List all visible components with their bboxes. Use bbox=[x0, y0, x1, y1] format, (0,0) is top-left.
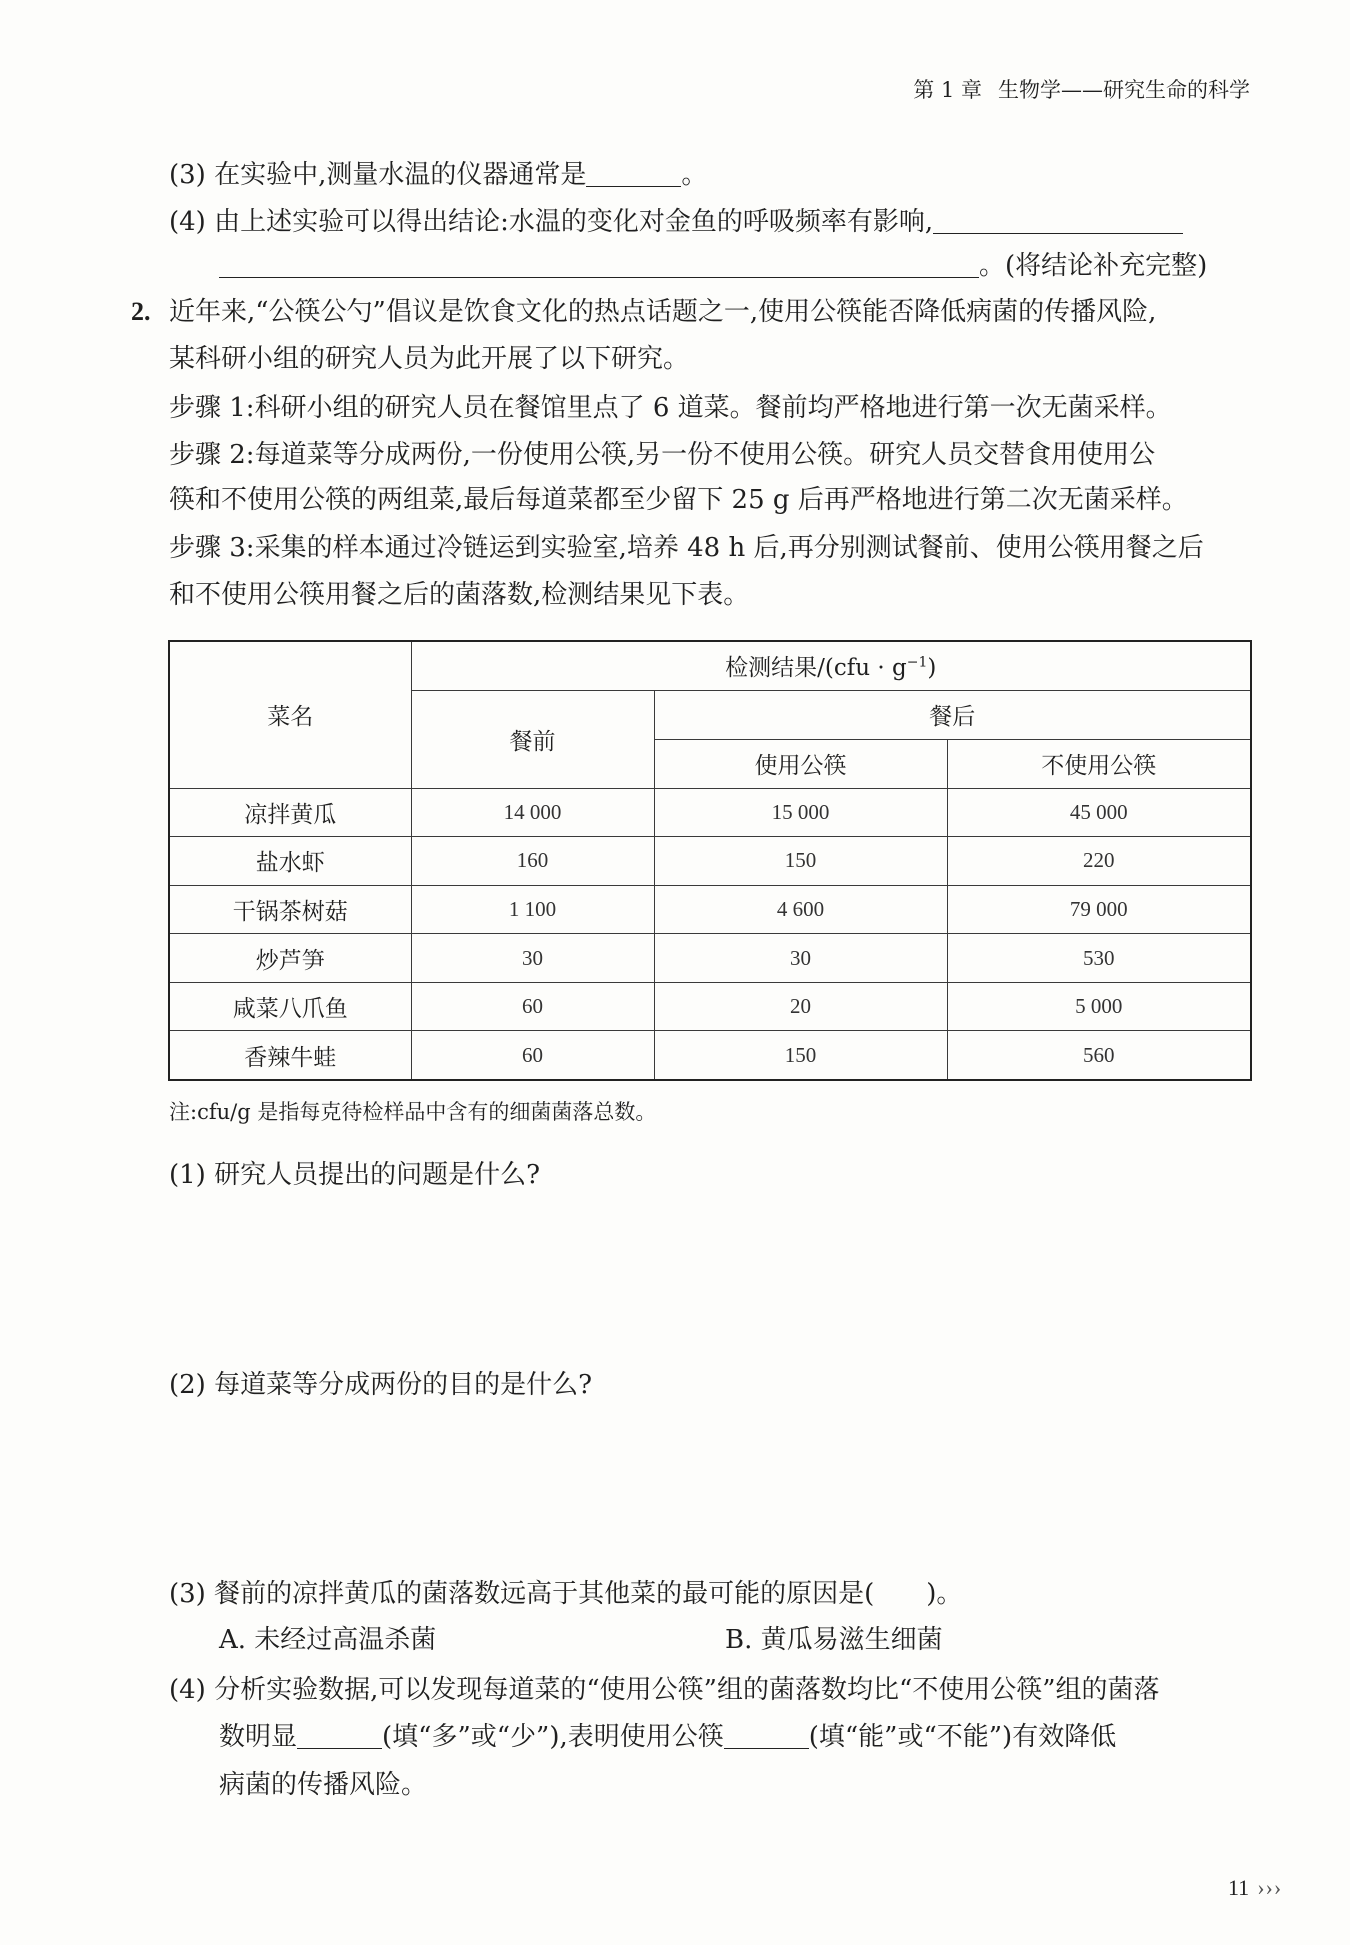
prev-question-part4-continued bbox=[219, 248, 1207, 284]
table-row bbox=[169, 788, 1251, 837]
cell-without-serving-chopsticks: 530 bbox=[947, 934, 1251, 983]
cell-without-serving-chopsticks: 560 bbox=[947, 1031, 1251, 1080]
table-row bbox=[169, 982, 1251, 1031]
header-without-serving-chopsticks: 不使用公筷 bbox=[947, 739, 1251, 788]
cell-without-serving-chopsticks: 79 000 bbox=[947, 885, 1251, 934]
table-header bbox=[169, 641, 1251, 788]
header-after-meal: 餐后 bbox=[654, 690, 1251, 739]
step-line-1: 步骤 1:科研小组的研究人员在餐馆里点了 6 道菜。餐前均严格地进行第一次无菌采样。 bbox=[169, 393, 1172, 423]
prev-part4-line1: (4) 由上述实验可以得出结论:水温的变化对金鱼的呼吸频率有影响, bbox=[169, 207, 934, 237]
chapter-number: 第 1 章 bbox=[913, 78, 982, 102]
cell-with-serving-chopsticks: 150 bbox=[654, 837, 947, 886]
question-number: 2. bbox=[131, 297, 151, 326]
prev-part3-text: (3) 在实验中,测量水温的仪器通常是 bbox=[169, 160, 587, 190]
step-line-4: 步骤 3:采集的样本通过冷链运到实验室,培养 48 h 后,再分别测试餐前、使用公筷用餐之后 bbox=[169, 533, 1204, 563]
results-table bbox=[168, 640, 1252, 1081]
cell-with-serving-chopsticks: 15 000 bbox=[654, 788, 947, 837]
answer-blank bbox=[297, 1748, 382, 1749]
table-row bbox=[169, 837, 1251, 886]
cell-without-serving-chopsticks: 45 000 bbox=[947, 788, 1251, 837]
cell-before-meal: 14 000 bbox=[411, 788, 654, 837]
header-test-result-close: ) bbox=[927, 655, 937, 682]
cell-before-meal: 60 bbox=[411, 1031, 654, 1080]
chevron-right-icon: ››› bbox=[1257, 1875, 1283, 1900]
page-footer bbox=[1228, 1872, 1282, 1904]
sub-question-2: (2) 每道菜等分成两份的目的是什么? bbox=[169, 1370, 593, 1400]
question2-intro-line-2: 某科研小组的研究人员为此开展了以下研究。 bbox=[169, 344, 690, 374]
sub-question-4-line-1: (4) 分析实验数据,可以发现每道菜的“使用公筷”组的菌落数均比“不使用公筷”组的菌落 bbox=[169, 1675, 1160, 1705]
cell-before-meal: 60 bbox=[411, 982, 654, 1031]
cell-dish-name: 香辣牛蛙 bbox=[169, 1031, 411, 1080]
prev-part4-line2-end: 。(将结论补充完整) bbox=[979, 251, 1208, 281]
header-dish-name: 菜名 bbox=[169, 641, 411, 788]
cell-dish-name: 咸菜八爪鱼 bbox=[169, 982, 411, 1031]
table-row bbox=[169, 885, 1251, 934]
option-a: A. 未经过高温杀菌 bbox=[219, 1625, 437, 1655]
sub-question-4-line-3: 病菌的传播风险。 bbox=[219, 1770, 428, 1800]
step-line-3: 筷和不使用公筷的两组菜,最后每道菜都至少留下 25 g 后再严格地进行第二次无菌采样。 bbox=[169, 485, 1188, 515]
cell-without-serving-chopsticks: 220 bbox=[947, 837, 1251, 886]
option-b: B. 黄瓜易滋生细菌 bbox=[725, 1625, 943, 1655]
table-row bbox=[169, 1031, 1251, 1080]
cell-dish-name: 盐水虾 bbox=[169, 837, 411, 886]
cell-without-serving-chopsticks: 5 000 bbox=[947, 982, 1251, 1031]
table-note: 注:cfu/g 是指每克待检样品中含有的细菌菌落总数。 bbox=[169, 1100, 657, 1124]
step-line-5: 和不使用公筷用餐之后的菌落数,检测结果见下表。 bbox=[169, 580, 750, 610]
prev-question-part3 bbox=[169, 157, 707, 193]
sub-question-3: (3) 餐前的凉拌黄瓜的菌落数远高于其他菜的最可能的原因是( )。 bbox=[169, 1579, 963, 1609]
header-unit-exponent: −1 bbox=[906, 654, 928, 671]
q4-text-a: 数明显 bbox=[219, 1722, 298, 1752]
q4-text-b: (填“多”或“少”),表明使用公筷 bbox=[382, 1722, 724, 1752]
answer-blank bbox=[724, 1748, 809, 1749]
cell-before-meal: 160 bbox=[411, 837, 654, 886]
cell-with-serving-chopsticks: 150 bbox=[654, 1031, 947, 1080]
chapter-header bbox=[913, 74, 1250, 106]
cell-dish-name: 炒芦笋 bbox=[169, 934, 411, 983]
step-line-2: 步骤 2:每道菜等分成两份,一份使用公筷,另一份不使用公筷。研究人员交替食用使用公 bbox=[169, 440, 1156, 470]
table-row bbox=[169, 934, 1251, 983]
table-header-row bbox=[169, 641, 1251, 690]
prev-question-part4 bbox=[169, 204, 1183, 240]
cell-with-serving-chopsticks: 4 600 bbox=[654, 885, 947, 934]
prev-part3-end: 。 bbox=[681, 160, 708, 190]
cell-with-serving-chopsticks: 30 bbox=[654, 934, 947, 983]
header-test-result-label: 检测结果/(cfu · g bbox=[725, 655, 907, 682]
question2-number bbox=[131, 294, 151, 330]
answer-blank bbox=[219, 277, 979, 278]
cell-before-meal: 30 bbox=[411, 934, 654, 983]
page-number: 11 bbox=[1228, 1875, 1250, 1900]
sub-question-4-line-2 bbox=[219, 1719, 1116, 1755]
table-body bbox=[169, 788, 1251, 1080]
sub-question-1: (1) 研究人员提出的问题是什么? bbox=[169, 1160, 541, 1190]
answer-blank bbox=[586, 186, 681, 187]
header-test-result bbox=[411, 641, 1251, 690]
cell-before-meal: 1 100 bbox=[411, 885, 654, 934]
chapter-title: 生物学——研究生命的科学 bbox=[998, 78, 1250, 102]
question2-intro-line-1: 近年来,“公筷公勺”倡议是饮食文化的热点话题之一,使用公筷能否降低病菌的传播风险, bbox=[169, 297, 1157, 327]
header-before-meal: 餐前 bbox=[411, 690, 654, 788]
header-with-serving-chopsticks: 使用公筷 bbox=[654, 739, 947, 788]
cell-dish-name: 干锅茶树菇 bbox=[169, 885, 411, 934]
q4-text-c: (填“能”或“不能”)有效降低 bbox=[808, 1722, 1117, 1752]
cell-with-serving-chopsticks: 20 bbox=[654, 982, 947, 1031]
cell-dish-name: 凉拌黄瓜 bbox=[169, 788, 411, 837]
answer-blank bbox=[933, 233, 1183, 234]
